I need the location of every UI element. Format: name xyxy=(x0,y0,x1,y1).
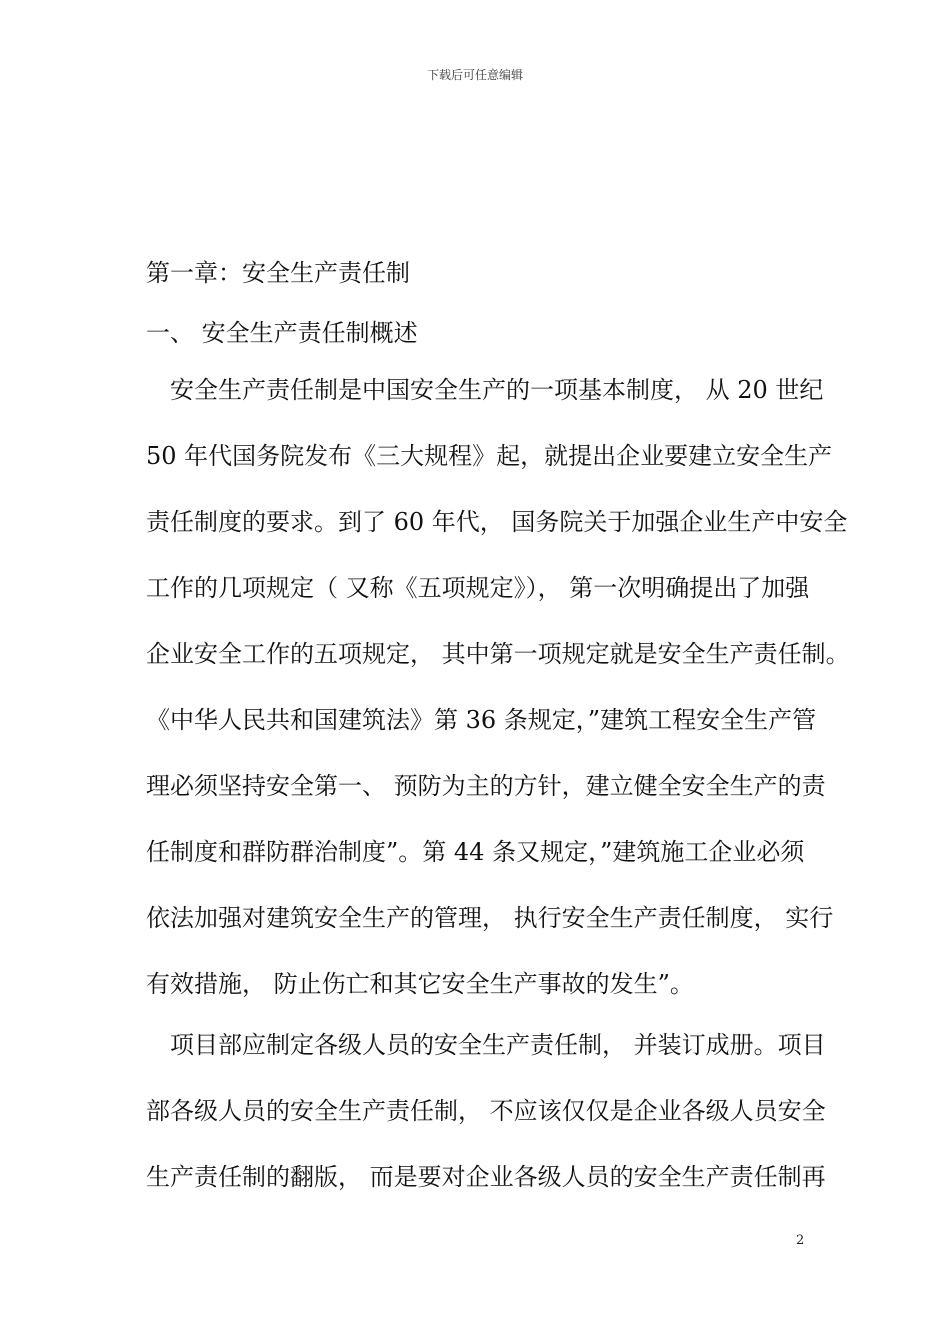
paragraph-line: 依法加强对建筑安全生产的管理， 执行安全生产责任制度， 实行 xyxy=(146,904,834,932)
paragraph-line: 有效措施， 防止伤亡和其它安全生产事故的发生”。 xyxy=(146,970,694,998)
paragraph-line: 企业安全工作的五项规定， 其中第一项规定就是安全生产责任制。 xyxy=(146,640,850,668)
paragraph-line: 《中华人民共和国建筑法》第 36 条规定，”建筑工程安全生产管 xyxy=(146,706,817,734)
chapter-title: 第一章：安全生产责任制 xyxy=(146,259,410,287)
paragraph-line: 理必须坚持安全第一、 预防为主的方针，建立健全安全生产的责 xyxy=(146,772,826,800)
page-number: 2 xyxy=(796,1233,805,1248)
paragraph-line: 生产责任制的翻版， 而是要对企业各级人员的安全生产责任制再 xyxy=(146,1163,826,1191)
paragraph-line: 责任制度的要求。到了 60 年代， 国务院关于加强企业生产中安全 xyxy=(146,508,848,536)
paragraph-line: 任制度和群防群治制度”。第 44 条又规定，”建筑施工企业必须 xyxy=(146,838,805,866)
section-title: 一、 安全生产责任制概述 xyxy=(146,319,418,347)
paragraph-line: 项目部应制定各级人员的安全生产责任制， 并装订成册。项目 xyxy=(146,1031,826,1059)
paragraph-line: 部各级人员的安全生产责任制， 不应该仅仅是企业各级人员安全 xyxy=(146,1097,826,1125)
paragraph-line: 工作的几项规定（ 又称《五项规定》）， 第一次明确提出了加强 xyxy=(146,574,810,602)
paragraph-line: 50 年代国务院发布《三大规程》起，就提出企业要建立安全生产 xyxy=(146,442,833,470)
header-note: 下载后可任意编辑 xyxy=(426,68,523,82)
paragraph-line: 安全生产责任制是中国安全生产的一项基本制度， 从 20 世纪 xyxy=(146,376,824,404)
